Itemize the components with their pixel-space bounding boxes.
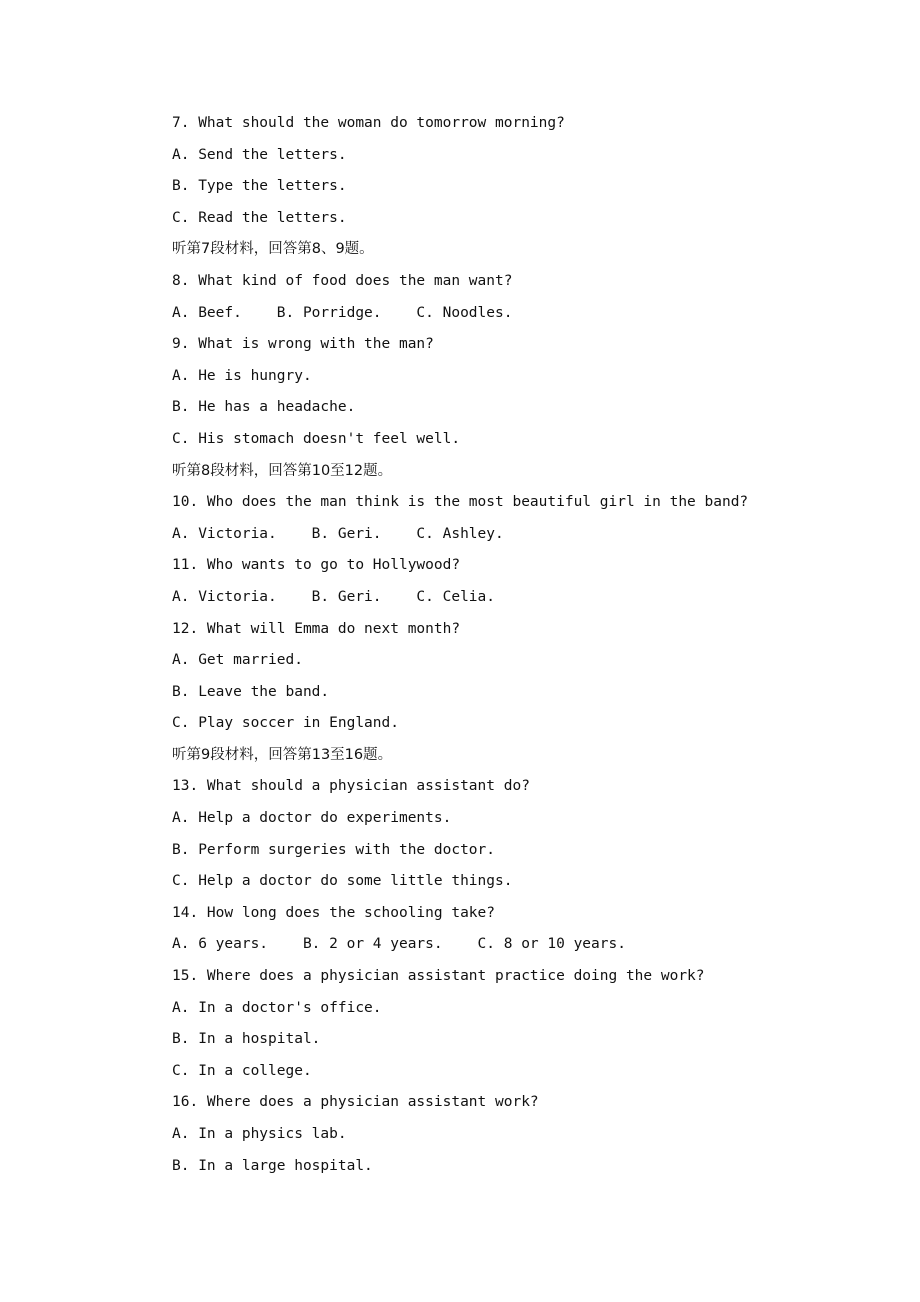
section-instruction: 听第8段材料，回答第10至12题。	[172, 462, 393, 479]
question-line: 16. Where does a physician assistant work?	[172, 1094, 539, 1111]
option-line: B. Perform surgeries with the doctor.	[172, 841, 496, 858]
question-line: 8. What kind of food does the man want?	[172, 272, 513, 289]
option-line: A. Get married.	[172, 652, 303, 669]
option-line: C. His stomach doesn't feel well.	[172, 430, 461, 447]
option-line: B. He has a headache.	[172, 399, 356, 416]
question-line: 10. Who does the man think is the most beautiful girl in the band?	[172, 494, 749, 511]
option-line: A. Help a doctor do experiments.	[172, 810, 452, 827]
question-line: 7. What should the woman do tomorrow morning?	[172, 115, 565, 131]
option-line: B. Leave the band.	[172, 683, 330, 700]
option-line: A. In a physics lab.	[172, 1126, 347, 1142]
question-line: 11. Who wants to go to Hollywood?	[172, 557, 461, 574]
option-line: C. Help a doctor do some little things.	[172, 873, 513, 890]
option-line: C. Play soccer in England.	[172, 715, 399, 732]
option-line: A. In a doctor's office.	[172, 999, 382, 1016]
question-line: 9. What is wrong with the man?	[172, 336, 434, 353]
option-line: B. In a hospital.	[172, 1031, 321, 1048]
option-line: A. Send the letters.	[172, 146, 347, 163]
option-line: B. Type the letters.	[172, 178, 347, 195]
option-line: A. Victoria. B. Geri. C. Celia.	[172, 588, 496, 605]
exam-content	[172, 108, 812, 1182]
section-instruction: 听第7段材料，回答第8、9题。	[172, 241, 374, 258]
question-line: 15. Where does a physician assistant practice doing the work?	[172, 968, 705, 985]
question-line: 14. How long does the schooling take?	[172, 904, 496, 921]
option-line: B. In a large hospital.	[172, 1157, 373, 1174]
option-line: C. In a college.	[172, 1062, 312, 1079]
option-line: A. Beef. B. Porridge. C. Noodles.	[172, 304, 513, 321]
section-instruction: 听第9段材料，回答第13至16题。	[172, 746, 393, 763]
option-line: A. He is hungry.	[172, 367, 312, 384]
option-line: A. Victoria. B. Geri. C. Ashley.	[172, 525, 504, 542]
question-line: 13. What should a physician assistant do?	[172, 778, 530, 795]
option-line: C. Read the letters.	[172, 209, 347, 226]
option-line: A. 6 years. B. 2 or 4 years. C. 8 or 10 years.	[172, 936, 626, 953]
question-line: 12. What will Emma do next month?	[172, 620, 461, 637]
